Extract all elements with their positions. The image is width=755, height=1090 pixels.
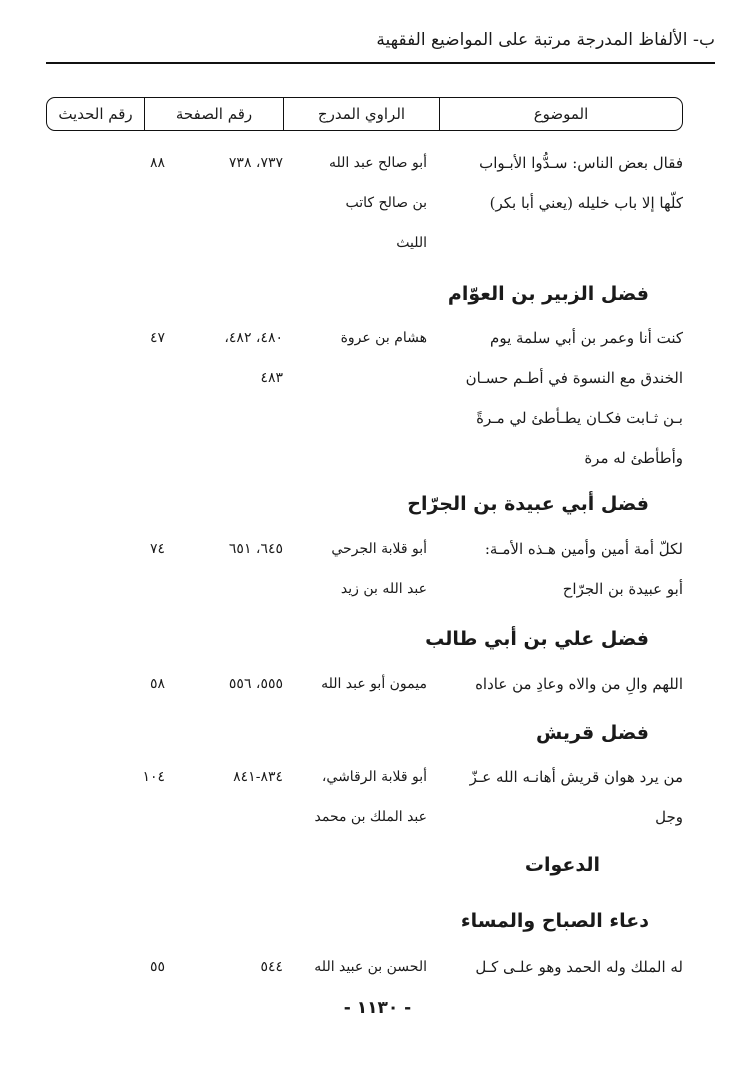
page-running-title: ب- الألفاظ المدرجة مرتبة على المواضيع الفقهية	[376, 30, 715, 50]
section-heading-zubair: فضل الزبير بن العوّام	[447, 283, 649, 305]
hadith-number: ١٠٤	[142, 769, 165, 785]
topic-text: له الملك وله الحمد وهو علـى كـل	[475, 958, 683, 976]
topic-text: اللهم والِ من والاه وعادِ من عاداه	[475, 675, 683, 693]
hadith-number: ٤٧	[149, 330, 165, 346]
header-divider	[46, 62, 715, 64]
page-numbers: ٥٥٥، ٥٥٦	[228, 676, 283, 692]
section-heading-ali: فضل علي بن أبي طالب	[425, 628, 649, 650]
topic-text: فقال بعض الناس: سـدُّوا الأبـواب كلّها إلا باب خليله (يعني أبا بكر)	[479, 154, 683, 212]
page-numbers: ٨٣٤-٨٤١	[233, 769, 283, 785]
narrator-text: ميمون أبو عبد الله	[321, 676, 427, 692]
section-heading-morning-evening: دعاء الصباح والمساء	[460, 910, 649, 932]
section-heading-duaa: الدعوات	[524, 854, 600, 876]
section-heading-abu-ubaidah: فضل أبي عبيدة بن الجرّاح	[407, 493, 649, 515]
topic-text: كنت أنا وعمر بن أبي سلمة يوم الخندق مع النسوة في أطـم حسـان بـن ثـابت فكـان يطـأطئ لي مـرةً وأطأطئ له مرة	[465, 329, 683, 467]
hadith-number: ٥٥	[149, 959, 165, 975]
narrator-text: أبو قلابة الرقاشي، عبد الملك بن محمد	[314, 769, 427, 825]
topic-text: لكلّ أمة أمين وأمين هـذه الأمـة: أبو عبيدة بن الجرّاح	[484, 540, 683, 598]
page-number: - ١١٣٠ -	[343, 998, 412, 1018]
narrator-text: أبو صالح عبد الله بن صالح كاتب الليث	[328, 155, 427, 251]
column-page-number: رقم الصفحة	[144, 98, 283, 130]
hadith-number: ٨٨	[149, 155, 165, 171]
page-numbers: ٧٣٧، ٧٣٨	[228, 155, 283, 171]
hadith-number: ٥٨	[149, 676, 165, 692]
narrator-text: الحسن بن عبيد الله	[314, 959, 427, 975]
page-numbers: ٤٨٠، ٤٨٢، ٤٨٣	[224, 330, 283, 386]
column-narrator: الراوي المدرج	[283, 98, 439, 130]
page-numbers: ٥٤٤	[260, 959, 283, 975]
column-topic: الموضوع	[439, 98, 682, 130]
topic-text: من يرد هوان قريش أهانـه الله عـزّ وجل	[469, 768, 683, 826]
hadith-number: ٧٤	[149, 541, 165, 557]
narrator-text: هشام بن عروة	[340, 330, 427, 346]
narrator-text: أبو قلابة الجرحي عبد الله بن زيد	[331, 541, 427, 597]
page-numbers: ٦٤٥، ٦٥١	[228, 541, 283, 557]
section-heading-quraysh: فضل قريش	[536, 722, 649, 744]
column-hadith-number: رقم الحديث	[58, 105, 133, 123]
table-column-header	[46, 97, 683, 131]
